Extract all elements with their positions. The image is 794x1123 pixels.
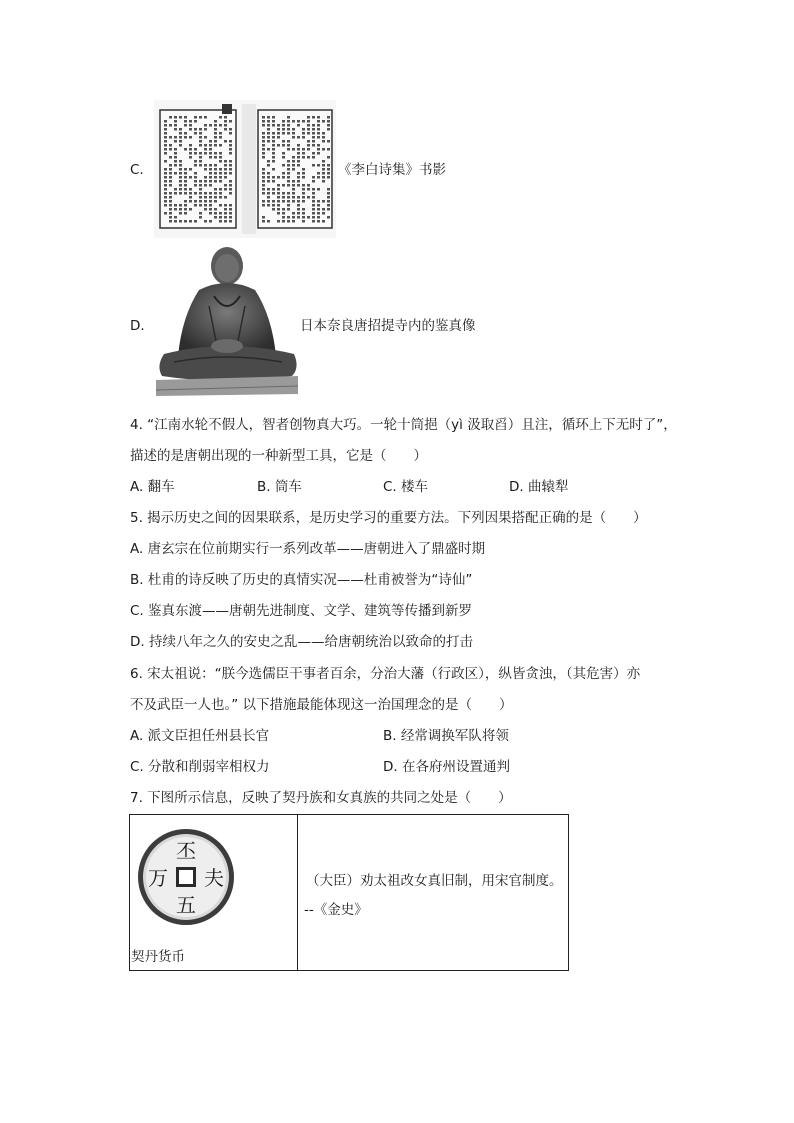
q6-option-b: B. 经常调换军队将领 — [383, 728, 509, 744]
q4-option-c: C. 楼车 — [383, 479, 429, 495]
q6-option-d: D. 在各府州设置通判 — [383, 759, 510, 775]
q7-stem: 7. 下图所示信息，反映了契丹族和女真族的共同之处是（ ） — [130, 790, 512, 806]
option-d-caption: 日本奈良唐招提寺内的鉴真像 — [300, 318, 476, 334]
coin-char-bottom: 五 — [176, 893, 196, 917]
coin-char-left: 万 — [148, 866, 168, 890]
q6-option-a: A. 派文臣担任州县长官 — [130, 728, 270, 744]
option-c-caption: 《李白诗集》书影 — [338, 162, 446, 178]
jinshi-quote-source: --《金史》 — [304, 902, 368, 918]
option-c-letter: C. — [130, 162, 144, 178]
q4-stem-line2: 描述的是唐朝出现的一种新型工具，它是（ ） — [130, 448, 427, 464]
khitan-coin-image — [136, 827, 236, 927]
q5-option-a: A. 唐玄宗在位前期实行一系列改革——唐朝进入了鼎盛时期 — [130, 541, 486, 557]
q7-table — [129, 814, 569, 971]
q4-option-d: D. 曲辕犁 — [509, 479, 569, 495]
q4-stem-line1: 4. “江南水轮不假人，智者创物真大巧。一轮十筒挹（yì 汲取舀）且注，循环上下无时了”， — [130, 417, 677, 433]
coin-char-top: 丕 — [176, 839, 196, 863]
q5-option-b: B. 杜甫的诗反映了历史的真情实况——杜甫被誉为“诗仙” — [130, 572, 473, 588]
q4-option-a: A. 翻车 — [130, 479, 175, 495]
q6-stem-line1: 6. 宋太祖说：“朕今选儒臣干事者百余，分治大藩（行政区），纵皆贪浊，（其危害）亦 — [130, 666, 641, 682]
jianzhen-statue-image — [154, 246, 300, 398]
jinshi-quote-line1: （大臣）劝太祖改女真旧制，用宋官制度。 — [306, 873, 563, 889]
coin-label: 契丹货币 — [131, 949, 185, 965]
libai-poetry-book-image — [154, 100, 336, 238]
option-d-letter: D. — [130, 318, 145, 334]
q6-stem-line2: 不及武臣一人也。” 以下措施最能体现这一治国理念的是（ ） — [130, 697, 513, 713]
table-divider — [297, 815, 298, 970]
q5-option-d: D. 持续八年之久的安史之乱——给唐朝统治以致命的打击 — [130, 634, 473, 650]
q5-option-c: C. 鉴真东渡——唐朝先进制度、文学、建筑等传播到新罗 — [130, 603, 473, 619]
q6-option-c: C. 分散和削弱宰相权力 — [130, 759, 270, 775]
q4-option-b: B. 筒车 — [257, 479, 302, 495]
coin-char-right: 夫 — [204, 866, 224, 890]
q5-stem: 5. 揭示历史之间的因果联系，是历史学习的重要方法。下列因果搭配正确的是（ ） — [130, 510, 647, 526]
